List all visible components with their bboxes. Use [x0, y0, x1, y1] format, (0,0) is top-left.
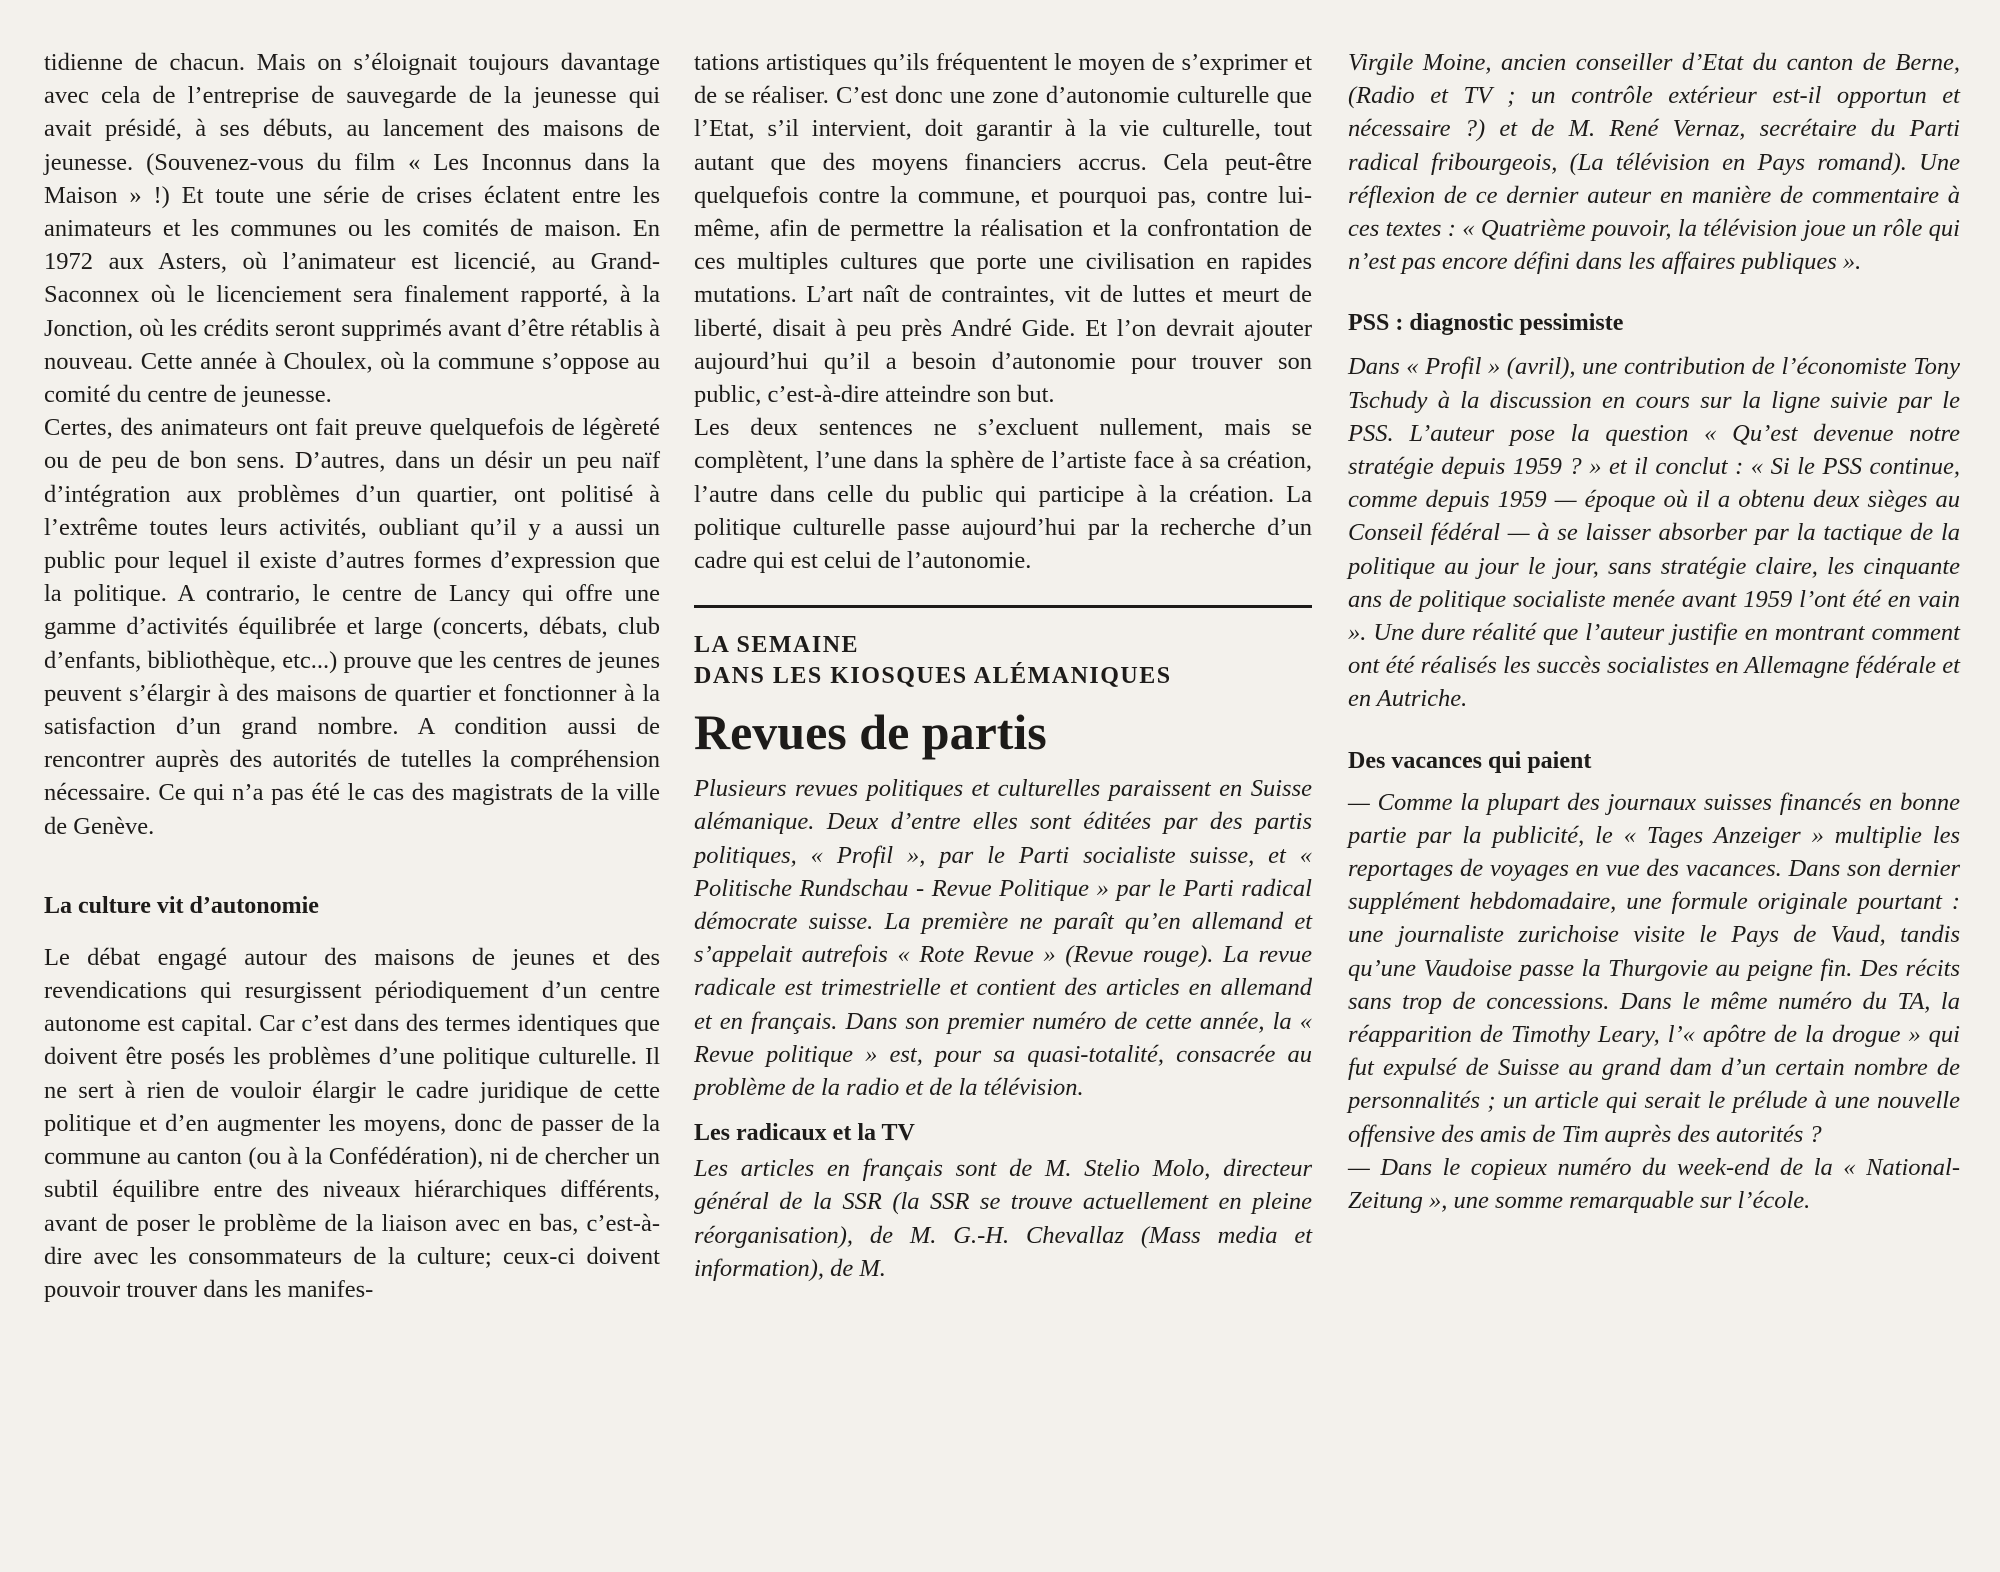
article-kicker-line1: LA SEMAINE — [694, 632, 860, 659]
section-heading-radicaux: Les radicaux et la TV — [694, 1120, 915, 1147]
column-right — [1348, 46, 1960, 1217]
column-middle — [694, 46, 1312, 1285]
article-lead: Plusieurs revues politiques et culturelles paraissent en Suisse alémanique. Deux d’entre elles sont éditées par des partis politiques, « Profil », par le Parti socialiste suisse, et « Politische Rundschau - Revue Politique » par le Parti radical démocrate suisse. La première ne paraît qu’en allemand et s’appelait autrefois « Rote Revue » (Revue rouge). La revue radicale est trimestrielle et contient des articles en allemand et en français. Dans son premier numéro de cette année, la « Revue politique » est, pour sa quasi-totalité, consacrée au problème de la radio et de la télévision. — [694, 775, 1312, 1102]
paragraph: Dans « Profil » (avril), une contribution de l’économiste Tony Tschudy à la discussion en cours sur la ligne suivie par le PSS. L’auteur pose la question « Qu’est devenue notre stratégie depuis 1959 ? » et il conclut : « Si le PSS continue, comme depuis 1959 — époque où il a obtenu deux sièges au Conseil fédéral — à se laisser absorber par la tactique de la politique au jour le jour, sans stratégie claire, les cinquante ans de politique socialiste menée avant 1959 l’ont été en vain ». Une dure réalité que l’auteur justifie en montrant comment ont été réalisés les succès socialistes en Allemagne fédérale et en Autriche. — [1348, 353, 1960, 713]
article-kicker-line2: DANS LES KIOSQUES ALÉMANIQUES — [694, 663, 1172, 690]
paragraph: tidienne de chacun. Mais on s’éloignait toujours davantage avec cela de l’entreprise de sauvegarde de la jeunesse qui avait présidé, à ses débuts, au lancement des maisons de jeunesse. (Souvenez-vous du film « Les Inconnus dans la Maison » !) Et toute une série de crises éclatent entre les animateurs et les communes ou les comités de maison. En 1972 aux Asters, où l’animateur est licencié, au Grand-Saconnex où le licenciement sera finalement rapporté, à la Jonction, où les crédits seront supprimés avant d’être rétablis à nouveau. Cette année à Choulex, où la commune s’oppose au comité du centre de jeunesse. — [44, 49, 660, 409]
paragraph: Les articles en français sont de M. Stelio Molo, directeur général de la SSR (la SSR se trouve actuellement en pleine réorganisation), de M. G.-H. Chevallaz (Mass media et information), de M. — [694, 1155, 1312, 1282]
paragraph: Les deux sentences ne s’excluent nullement, mais se complètent, l’une dans la sphère de l’artiste face à sa création, l’autre dans celle du public qui participe à la création. La politique culturelle passe aujourd’hui par la recherche d’un cadre qui est celui de l’autonomie. — [694, 414, 1312, 575]
column-left — [44, 46, 660, 1306]
paragraph: Certes, des animateurs ont fait preuve quelquefois de légèreté ou de peu de bon sens. D’autres, dans un désir un peu naïf d’intégration aux problèmes d’un quartier, ont politisé à l’extrême toutes leurs activités, oubliant qu’il y a aussi un public pour lequel il existe d’autres formes d’expression que la politique. A contrario, le centre de Lancy qui offre une gamme d’activités équilibrée et large (concerts, débats, club d’enfants, bibliothèque, etc...) prouve que les centres de jeunes peuvent s’élargir à des maisons de quartier et fonctionner à la satisfaction d’un grand nombre. A condition aussi de rencontrer auprès des autorités de tutelles la compréhension nécessaire. Ce qui n’a pas été le cas des magistrats de la ville de Genève. — [44, 414, 660, 840]
paragraph: Virgile Moine, ancien conseiller d’Etat du canton de Berne, (Radio et TV ; un contrôle extérieur est-il opportun et nécessaire ?) et de M. René Vernaz, secrétaire du Parti radical fribourgeois, (La télévision en Pays romand). Une réflexion de ce dernier auteur en manière de commentaire à ces textes : « Quatrième pouvoir, la télévision joue un rôle qui n’est pas encore défini dans les affaires publiques ». — [1348, 49, 1960, 276]
paragraph: — Dans le copieux numéro du week-end de la « National-Zeitung », une somme remarquable sur l’école. — [1348, 1153, 1960, 1215]
section-heading-culture: La culture vit d’autonomie — [44, 892, 319, 919]
section-heading-pss: PSS : diagnostic pessimiste — [1348, 310, 1624, 337]
paragraph: — Comme la plupart des journaux suisses financés en bonne partie par la publicité, le « Tages Anzeiger » multiplie les reportages de voyages en vue des vacances. Dans son dernier supplément hebdomadaire, une formule originale pourtant : une journaliste zurichoise visite le Pays de Vaud, tandis qu’une Vaudoise passe la Thurgovie au peigne fin. Des récits sans trop de concessions. Dans le même numéro du TA, la réapparition de Timothy Leary, l’« apôtre de la drogue » qui fut expulsé de Suisse au grand dam d’un certain nombre de personnalités ; un article qui serait le prélude à une nouvelle offensive des amis de Tim auprès des autorités ? — [1348, 788, 1960, 1148]
section-heading-vacances: Des vacances qui paient — [1348, 747, 1592, 774]
paragraph: tations artistiques qu’ils fréquentent le moyen de s’exprimer et de se réaliser. C’est donc une zone d’autonomie culturelle que l’Etat, s’il intervient, doit garantir à la vie culturelle, tout autant que des moyens financiers accrus. Cela peut-être quelquefois contre la commune, et pourquoi pas, contre lui-même, afin de permettre la réalisation et la confrontation de ces multiples cultures que porte une civilisation en rapides mutations. L’art naît de contraintes, vit de luttes et meurt de liberté, disait à peu près André Gide. Et l’on devrait ajouter aujourd’hui qu’il a besoin d’autonomie pour trouver son public, c’est-à-dire atteindre son but. — [694, 49, 1312, 409]
article-title: Revues de partis — [694, 704, 1047, 761]
paragraph: Le débat engagé autour des maisons de jeunes et des revendications qui resurgissent périodiquement d’un centre autonome est capital. Car c’est dans des termes identiques que doivent être posés les problèmes d’une politique culturelle. Il ne sert à rien de vouloir élargir le cadre juridique de cette politique et d’en augmenter les moyens, donc de passer de la commune au canton (ou à la Confédération), ni de chercher un subtil équilibre entre des niveaux hiérarchiques différents, avant de poser le problème de la liaison avec en bas, c’est-à-dire avec les consommateurs de la culture; ceux-ci doivent pouvoir trouver dans les manifes- — [44, 943, 660, 1303]
